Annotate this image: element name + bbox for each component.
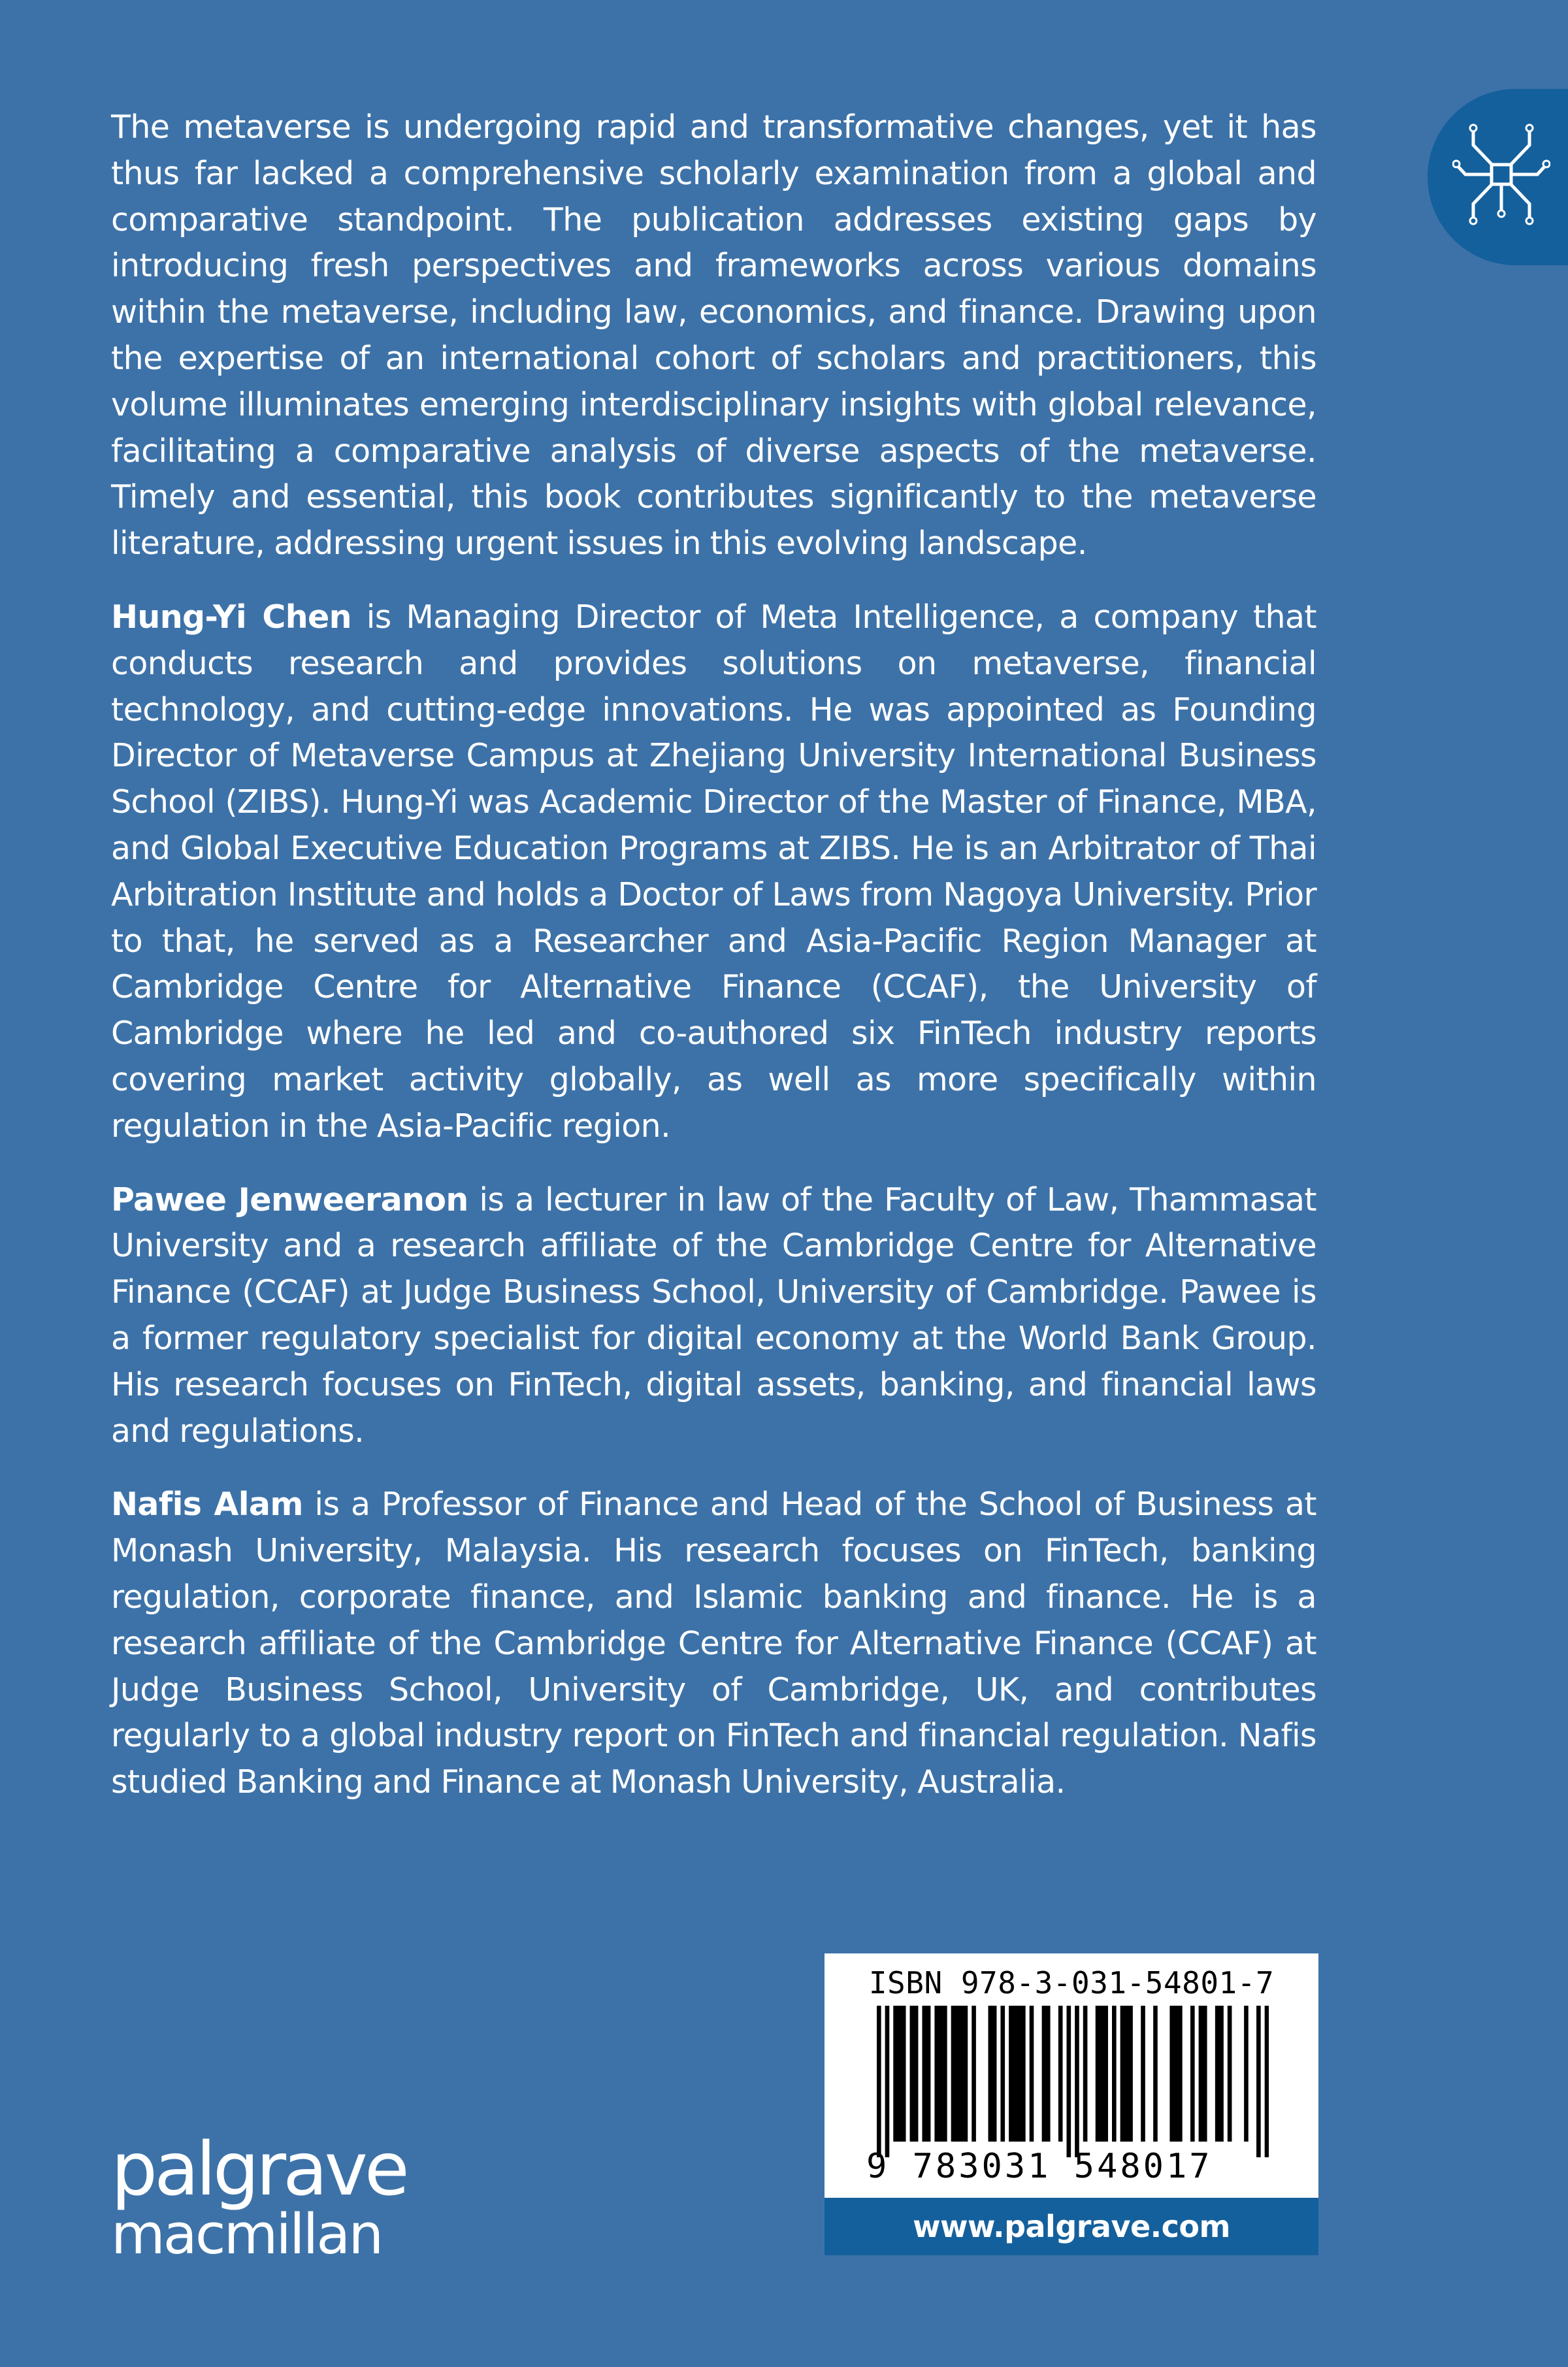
barcode-bar [988, 2006, 993, 2142]
barcode-bar [1021, 2006, 1026, 2142]
barcode-bar [1153, 2006, 1158, 2142]
barcode-bar [1075, 2006, 1079, 2157]
barcode-bar [1042, 2006, 1047, 2142]
author-bio-text-3: is a Professor of Finance and Head of the School of Business at Monash University, Malaysia. His research focuses on FinTech, banking regulation, corporate finance, and Islamic banking and finance. He is a research affiliate of the Cambridge Centre for Alternative Finance (CCAF) at Judge Business School, University of Cambridge, UK, and contributes regularly to a global industry report on FinTech and financial regulation. Nafis studied Banking and Finance at Monash University, Australia. [111, 1486, 1316, 1801]
barcode-bar [902, 2006, 906, 2142]
author-bio-3 [111, 1482, 1316, 1806]
barcode-bar [1203, 2006, 1207, 2142]
author-bio-text-2: is a lecturer in law of the Faculty of Law, Thammasat University and a research affiliate of the Cambridge Centre for Alternative Finance (CCAF) at Judge Business School, University of Cambridge. Pawee is a former regulatory specialist for digital economy at the World Bank Group. His research focuses on FinTech, digital assets, banking, and financial laws and regulations. [111, 1181, 1316, 1450]
barcode-bar [1017, 2006, 1022, 2142]
barcode-bar [1228, 2006, 1232, 2142]
barcode-bar [1009, 2006, 1013, 2142]
barcode-bar [1100, 2006, 1104, 2142]
barcode-bar [910, 2006, 915, 2142]
barcode-bar [1190, 2006, 1195, 2142]
barcode-bar [1103, 2006, 1108, 2142]
book-blurb: The metaverse is undergoing rapid and transformative changes, yet it has thus far lacked a comprehensive scholarly examination from a global and comparative standpoint. The publication addresses existing gaps by introducing fresh perspectives and frameworks across various domains within the metaverse, including law, economics, and finance. Drawing upon the expertise of an international cohort of scholars and practitioners, this volume illuminates emerging interdisciplinary insights with global relevance, facilitating a comparative analysis of diverse aspects of the metaverse. Timely and essential, this book contributes significantly to the metaverse literature, addressing urgent issues in this evolving landscape. [111, 108, 1316, 563]
palm-tree-circuit-icon [1452, 112, 1550, 237]
barcode-bar [1096, 2006, 1100, 2142]
barcode-bar [1058, 2006, 1063, 2142]
barcode-bar [885, 2006, 890, 2157]
back-cover-text [111, 105, 1316, 1806]
barcode-bar [1199, 2006, 1203, 2142]
palgrave-logo-badge [1428, 89, 1568, 265]
barcode-bar [1083, 2006, 1088, 2142]
barcode-bar [972, 2006, 976, 2142]
barcode-bars [877, 2006, 1269, 2157]
barcode-bar [893, 2006, 898, 2142]
author-name-3: Nafis Alam [111, 1486, 303, 1524]
barcode-bar [1244, 2006, 1249, 2142]
barcode-bar [992, 2006, 997, 2142]
barcode-bar [934, 2006, 939, 2142]
barcode-bar [1067, 2006, 1071, 2157]
barcode-bar [1013, 2006, 1017, 2142]
barcode-bar [1256, 2006, 1261, 2157]
barcode-bar [943, 2006, 947, 2142]
barcode-bar [1265, 2006, 1269, 2157]
barcode-bar [955, 2006, 960, 2142]
barcode-bar [1178, 2006, 1183, 2142]
barcode-bar [1046, 2006, 1051, 2142]
barcode-bar [1169, 2006, 1174, 2142]
barcode-bar [1174, 2006, 1179, 2142]
barcode-bar [1124, 2006, 1129, 2142]
barcode-bar [959, 2006, 964, 2142]
publisher-name-line1: palgrave [111, 2127, 406, 2212]
author-bio-text-1: is Managing Director of Meta Intelligence, a company that conducts research and provides solutions on metaverse, financial technology, and cutting-edge innovations. He was appointed as Founding Director of Metaverse Campus at Zhejiang University International Business School (ZIBS). Hung-Yi was Academic Director of the Master of Finance, MBA, and Global Executive Education Programs at ZIBS. He is an Arbitrator of Thai Arbitration Institute and holds a Doctor of Laws from Nagoya University. Prior to that, he served as a Researcher and Asia-Pacific Region Manager at Cambridge Centre for Alternative Finance (CCAF), the University of Cambridge where he led and co-authored six FinTech industry reports covering market activity globally, as well as more specifically within regulation in the Asia-Pacific region. [111, 598, 1316, 1145]
barcode-bar [922, 2006, 926, 2142]
barcode-bar [964, 2006, 968, 2142]
publisher-website: www.palgrave.com [825, 2198, 1318, 2255]
barcode-bar [926, 2006, 931, 2142]
barcode-bar [1215, 2006, 1220, 2142]
author-bio-2 [111, 1177, 1316, 1455]
barcode-bar [951, 2006, 956, 2142]
barcode-bar [939, 2006, 943, 2142]
author-name-1: Hung-Yi Chen [111, 598, 351, 636]
barcode-bar [1112, 2006, 1117, 2142]
author-bio-1 [111, 595, 1316, 1150]
barcode-bar [877, 2006, 881, 2157]
isbn-label: ISBN 978-3-031-54801-7 [868, 1965, 1275, 2000]
publisher-name-line2: macmillan [111, 2202, 382, 2267]
publisher-wordmark [111, 2127, 406, 2267]
barcode-digits: 9 783031 548017 [866, 2147, 1213, 2186]
barcode-bar [914, 2006, 919, 2142]
barcode-bar [1000, 2006, 1005, 2142]
barcode-bar [898, 2006, 902, 2142]
barcode-bar [1030, 2006, 1034, 2142]
barcode-bar [1219, 2006, 1224, 2142]
barcode-bar [1120, 2006, 1125, 2142]
barcode-bar [1141, 2006, 1145, 2142]
barcode-bar [1128, 2006, 1133, 2142]
isbn-barcode [825, 1953, 1318, 2198]
author-name-2: Pawee Jenweeranon [111, 1181, 468, 1218]
